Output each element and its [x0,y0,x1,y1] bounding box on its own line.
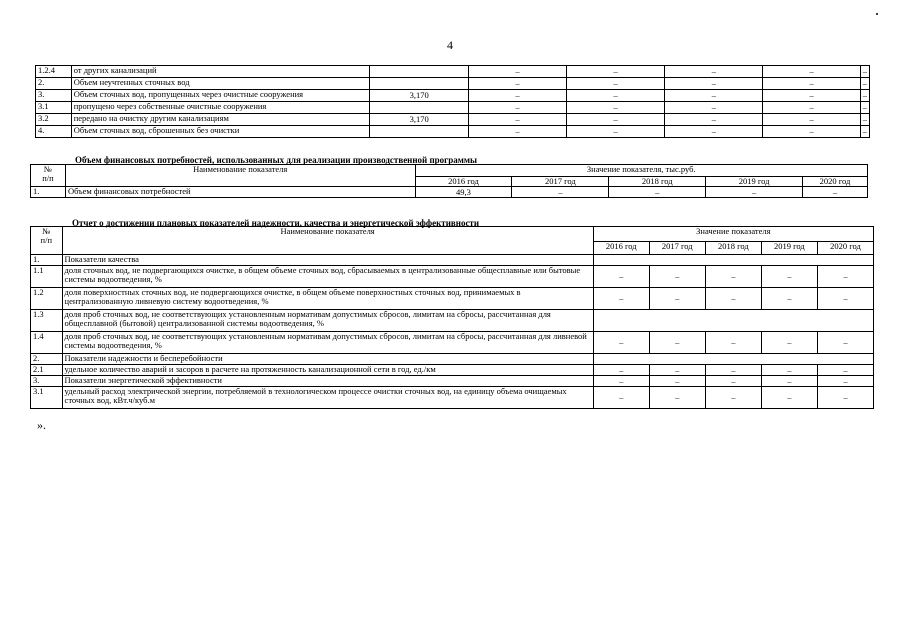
value-cell: – [763,66,860,78]
wastewater-volume-table [35,65,870,138]
value-cell: – [761,376,817,387]
value-cell: – [649,288,705,310]
value-cell: – [761,288,817,310]
empty-value-cell [593,310,873,332]
row-number: 2. [31,354,63,365]
value-cell: – [860,126,869,138]
year-header: 2018 год [705,242,761,255]
name-header: Наименование показателя [65,165,415,187]
value-cell: – [567,66,665,78]
value-cell: – [817,288,873,310]
value-cell: – [593,365,649,376]
row-name: Объем сточных вод, сброшенных без очистки [71,126,370,138]
value-cell: – [860,114,869,126]
value-cell: – [567,114,665,126]
financial-section-title: Объем финансовых потребностей, использованных для реализации производственной программы [75,155,478,165]
value-cell: – [468,114,566,126]
year-header: 2016 год [415,177,512,187]
value-cell: – [705,387,761,409]
value-cell: – [665,126,763,138]
value-cell: – [763,78,860,90]
value-cell: – [665,66,763,78]
value-cell: – [468,90,566,102]
row-name: доля проб сточных вод, не соответствующих установленным нормативам допустимых сбросов, лимитам на сбросы, рассчитанная для общесплавной (бытовой) централизованной системы водоотведения, % [62,310,593,332]
table-row [36,114,870,126]
value-cell: – [593,332,649,354]
year-header: 2020 год [803,177,868,187]
value-cell: – [609,187,706,198]
value-cell: – [860,90,869,102]
row-name: Объем сточных вод, пропущенных через очистные сооружения [71,90,370,102]
value-cell: – [763,126,860,138]
year-header: 2018 год [609,177,706,187]
value-cell: – [860,102,869,114]
value-cell: – [468,126,566,138]
year-header: 2019 год [706,177,803,187]
value-header: Значение показателя [593,227,873,242]
value-cell: – [763,114,860,126]
row-number: 1.3 [31,310,63,332]
table-row [31,354,874,365]
row-name: доля поверхностных сточных вод, не подвергающихся очистке, в общем объеме поверхностных сточных вод, принимаемых в централизованную ливневую систему водоотведения, % [62,288,593,310]
value-cell: – [567,90,665,102]
value-cell: 49,3 [415,187,512,198]
value-cell: – [817,266,873,288]
table-row [31,288,874,310]
value-cell: – [705,365,761,376]
value-cell: – [803,187,868,198]
value-cell: – [706,187,803,198]
table-row [36,66,870,78]
year-header: 2016 год [593,242,649,255]
value-cell: 3,170 [370,90,468,102]
row-number: 2. [36,78,72,90]
value-cell: – [705,332,761,354]
value-header: Значение показателя, тыс.руб. [415,165,867,177]
value-cell: – [649,387,705,409]
value-cell: – [817,365,873,376]
row-name: Показатели энергетической эффективности [62,376,593,387]
value-cell: – [468,78,566,90]
value-cell: – [468,66,566,78]
table-row [31,365,874,376]
scan-speck [876,13,878,15]
value-cell: – [593,387,649,409]
year-header: 2019 год [761,242,817,255]
value-cell: – [567,102,665,114]
value-cell: – [512,187,609,198]
num-header: № п/п [31,165,66,187]
value-cell: – [817,387,873,409]
value-cell: – [593,376,649,387]
value-cell: – [665,102,763,114]
value-cell: – [705,266,761,288]
value-cell: – [567,126,665,138]
name-header: Наименование показателя [62,227,593,255]
value-cell [370,66,468,78]
table-row [36,78,870,90]
row-name: от других канализаций [71,66,370,78]
row-name: доля сточных вод, не подвергающихся очистке, в общем объеме сточных вод, сбрасываемых в централизованные общесплавные или бытовые системы водоотведения, % [62,266,593,288]
value-cell: – [593,288,649,310]
table-row [36,126,870,138]
row-number: 1.4 [31,332,63,354]
row-name: Показатели надежности и бесперебойности [62,354,593,365]
value-cell [370,78,468,90]
empty-value-cell [593,255,873,266]
year-header: 2020 год [817,242,873,255]
table-row [31,376,874,387]
value-cell: – [649,266,705,288]
value-cell: – [860,78,869,90]
table-row [36,102,870,114]
value-cell: – [763,102,860,114]
value-cell: – [649,365,705,376]
table-row [31,255,874,266]
row-name: удельное количество аварий и засоров в расчете на протяженность канализационной сети в год, ед./км [62,365,593,376]
row-number: 3. [31,376,63,387]
row-number: 4. [36,126,72,138]
table-row [31,332,874,354]
table-row [31,266,874,288]
indicators-table [30,226,874,409]
value-cell: – [665,78,763,90]
row-name: Объем неучтенных сточных вод [71,78,370,90]
value-cell: – [649,332,705,354]
empty-value-cell [593,354,873,365]
value-cell: 3,170 [370,114,468,126]
table-row [31,387,874,409]
table-row [31,310,874,332]
value-cell: – [860,66,869,78]
row-number: 3.1 [36,102,72,114]
indicators-section-title: Отчет о достижении плановых показателей надежности, качества и энергетической эффективности [72,218,480,228]
value-cell: – [665,90,763,102]
row-name: передано на очистку другим канализациям [71,114,370,126]
row-number: 3.2 [36,114,72,126]
row-name: доля проб сточных вод, не соответствующих установленным нормативам допустимых сбросов, лимитам на сбросы, рассчитанная для ливневой системы водоотведения, % [62,332,593,354]
row-number: 3. [36,90,72,102]
value-cell: – [817,376,873,387]
row-number: 3.1 [31,387,63,409]
num-header: № п/п [31,227,63,255]
value-cell: – [665,114,763,126]
row-number: 1. [31,187,66,198]
row-number: 1.2 [31,288,63,310]
value-cell: – [705,288,761,310]
row-name: Показатели качества [62,255,593,266]
value-cell: – [705,376,761,387]
row-number: 1. [31,255,63,266]
row-number: 1.1 [31,266,63,288]
row-number: 2.1 [31,365,63,376]
value-cell: – [817,332,873,354]
closing-quote: ». [37,418,46,432]
value-cell: – [567,78,665,90]
year-header: 2017 год [649,242,705,255]
row-name: пропущено через собственные очистные сооружения [71,102,370,114]
row-name: удельный расход электрической энергии, потребляемой в технологическом процессе очистки сточных вод, на единицу объема очищаемых сточных вод, кВт.ч/куб.м [62,387,593,409]
value-cell: – [593,266,649,288]
value-cell: – [468,102,566,114]
row-number: 1.2.4 [36,66,72,78]
value-cell: – [761,387,817,409]
row-name: Объем финансовых потребностей [65,187,415,198]
value-cell: – [761,365,817,376]
value-cell: – [763,90,860,102]
value-cell: – [761,266,817,288]
page-number: 4 [447,38,453,52]
value-cell [370,102,468,114]
value-cell: – [761,332,817,354]
year-header: 2017 год [512,177,609,187]
value-cell: – [649,376,705,387]
financial-table [30,164,868,198]
value-cell [370,126,468,138]
table-row [36,90,870,102]
